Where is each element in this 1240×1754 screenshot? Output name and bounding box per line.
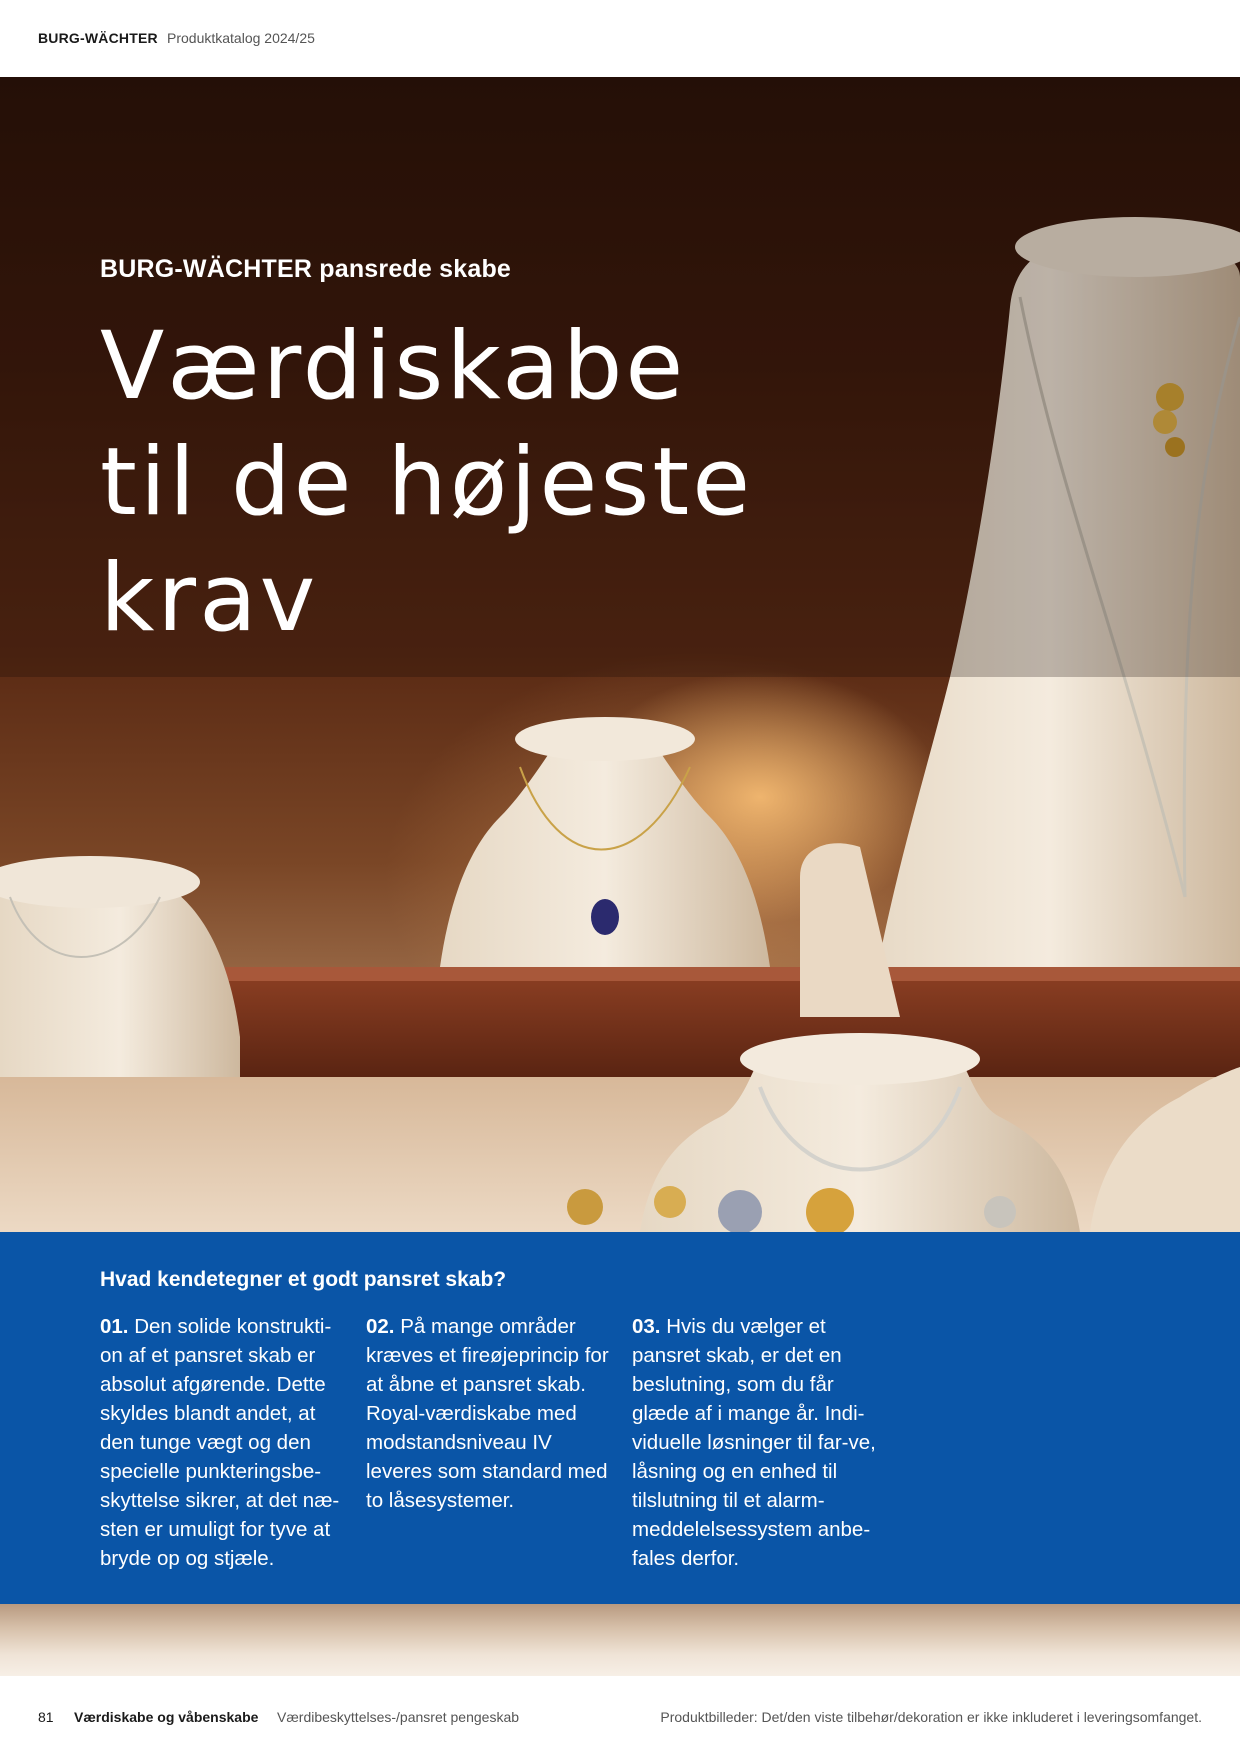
info-item-2 bbox=[366, 1312, 616, 1515]
info-question: Hvad kendetegner et godt pansret skab? bbox=[100, 1268, 507, 1291]
info-item-number: 01. bbox=[100, 1315, 129, 1338]
info-item-number: 02. bbox=[366, 1315, 395, 1338]
footer-note: Produktbilleder: Det/den viste tilbehør/dekoration er ikke inkluderet i leveringsomfanget. bbox=[660, 1709, 1202, 1725]
hero-photo bbox=[0, 77, 1240, 1232]
header-catalog-title: Produktkatalog 2024/25 bbox=[167, 30, 315, 46]
page-number: 81 bbox=[38, 1709, 54, 1725]
footer-subsection: Værdibeskyttelses-/pansret pengeskab bbox=[277, 1709, 520, 1725]
info-item-3 bbox=[632, 1312, 882, 1573]
info-item-text: På mange områder kræves et fireøjeprincip for at åbne et pansret skab. Royal-værdiskabe med modstandsniveau IV leveres som standard med to låsesystemer. bbox=[366, 1315, 609, 1512]
header-brand: BURG-WÄCHTER bbox=[38, 30, 158, 46]
earring-stand bbox=[800, 843, 900, 1017]
info-item-text: Hvis du vælger et pansret skab, er det en beslutning, som du får glæde af i mange år. Indi-viduelle løsninger til far-ve, låsning og en enhed til tilslutning til et alarm-meddelelsessystem anbe-fales derfor. bbox=[632, 1315, 876, 1570]
footer-section: Værdiskabe og våbenskabe bbox=[74, 1709, 259, 1725]
photo-strip bbox=[0, 1604, 1240, 1676]
headline-line: krav bbox=[100, 544, 319, 653]
page-footer bbox=[0, 1676, 1240, 1754]
hero-eyebrow: BURG-WÄCHTER pansrede skabe bbox=[100, 255, 512, 283]
info-item-number: 03. bbox=[632, 1315, 661, 1338]
info-panel bbox=[0, 1232, 1240, 1604]
info-item-1 bbox=[100, 1312, 350, 1573]
hero-headline bbox=[100, 309, 920, 657]
headline-line: til de højeste bbox=[100, 428, 754, 537]
page-header bbox=[0, 0, 1240, 77]
headline-line: Værdiskabe bbox=[100, 312, 687, 421]
info-item-text: Den solide konstrukti-on af et pansret skab er absolut afgørende. Dette skyldes blandt andet, at den tunge vægt og den specielle punkteringsbe-skyttelse sikrer, at det næ-sten er umuligt for tyve at bryde op og stjæle. bbox=[100, 1315, 340, 1570]
